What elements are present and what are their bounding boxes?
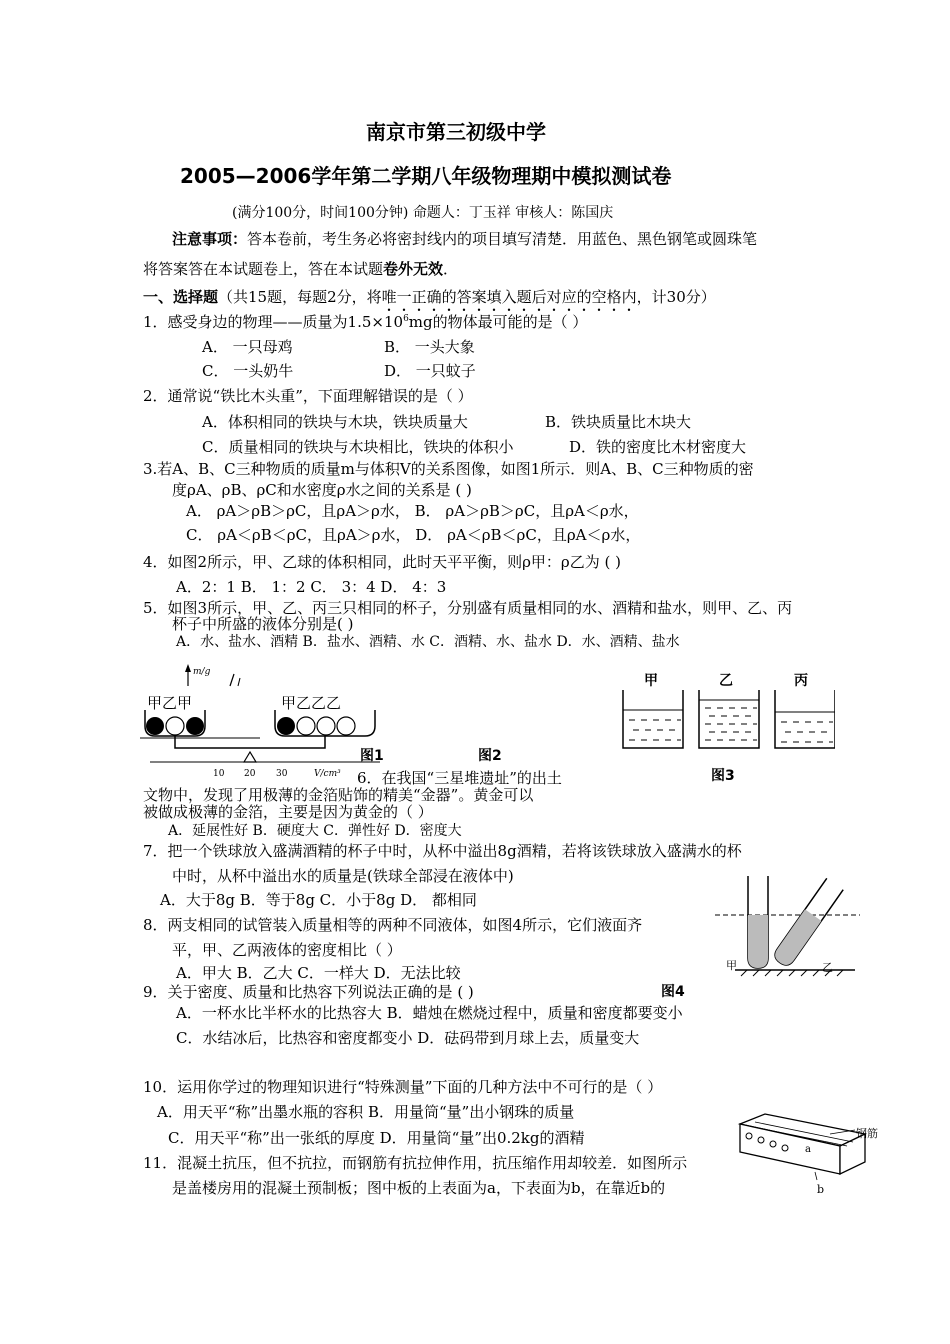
q11-line2: 是盖楼房用的混凝土预制板；图中板的上表面为a，下表面为b，在靠近b的 <box>172 1179 666 1197</box>
q6-line3: 被做成极薄的金箔，主要是因为黄金的（ ） <box>143 803 433 821</box>
q3-options-cd: C． ρA＜ρB＜ρC，且ρA＞ρ水， D． ρA＜ρB＜ρC，且ρA＜ρ水， <box>186 526 641 544</box>
q3-line2: 度ρA、ρB、ρC和水密度ρ水之间的关系是 ( ) <box>172 481 472 499</box>
q8-line2: 平，甲、乙两液体的密度相比（ ） <box>172 941 402 959</box>
figure-1-2-balance <box>140 658 390 778</box>
section1-desc-b: 唯一正确的答案填入题后对应的空格内 <box>381 288 637 306</box>
notice-text-2a: 将答案答在本试题卷上，答在本试题 <box>143 260 384 278</box>
q9-stem: 9．关于密度、质量和比热容下列说法正确的是 ( ) <box>143 983 474 1001</box>
fig1-tick-30: 30 <box>276 769 288 779</box>
q1-option-d: D． 一只蚊子 <box>384 362 476 380</box>
q10-options-ab: A．用天平“称”出墨水瓶的容积 B．用量筒“量”出小钢珠的质量 <box>157 1103 575 1121</box>
q4-options: A．2：1 B． 1：2 C． 3：4 D． 4：3 <box>176 578 447 596</box>
q2-option-d: D．铁的密度比木材密度大 <box>569 438 747 456</box>
q10-options-cd: C．用天平“称”出一张纸的厚度 D．用量筒“量”出0.2kg的酒精 <box>168 1129 585 1147</box>
q2-stem: 2．通常说“铁比木头重”，下面理解错误的是（ ） <box>143 387 473 405</box>
q5-line2: 杯子中所盛的液体分别是( ) <box>172 615 354 633</box>
fig3-label: 图3 <box>711 768 735 784</box>
slab-a-label: a <box>805 1144 811 1155</box>
notice-text-2c: ． <box>443 260 459 278</box>
q6-line2: 文物中，发现了用极薄的金箔贴饰的精美“金器”。黄金可以 <box>143 786 534 804</box>
cup-bing-label: 丙 <box>794 673 808 689</box>
q6-line1: 6．在我国“三星堆遗址”的出土 <box>357 769 562 787</box>
q1-stem-a: 1．感受身边的物理——质量为1.5×10 <box>143 313 404 331</box>
q1-option-a: A． 一只母鸡 <box>202 338 293 356</box>
q11-line1: 11．混凝土抗压，但不抗拉，而钢筋有抗拉伸作用，抗压缩作用却较差．如图所示 <box>143 1154 688 1172</box>
figure-4-test-tubes <box>715 872 875 982</box>
section1-desc-c: ，计30分） <box>636 288 716 306</box>
q6-options: A．延展性好 B．硬度大 C．弹性好 D．密度大 <box>168 823 462 839</box>
q3-options-ab: A． ρA＞ρB＞ρC，且ρA＞ρ水， B． ρA＞ρB＞ρC，且ρA＜ρ水， <box>186 502 639 520</box>
q10-stem: 10．运用你学过的物理知识进行“特殊测量”下面的几种方法中不可行的是（ ） <box>143 1078 663 1096</box>
balance-left-label: 甲乙甲 <box>147 694 193 712</box>
q1-stem <box>143 312 587 332</box>
q4-stem: 4．如图2所示，甲、乙球的体积相同，此时天平平衡，则ρ甲：ρ乙为 ( ) <box>143 553 621 571</box>
q2-option-b: B．铁块质量比木块大 <box>545 413 692 431</box>
notice-line-2 <box>143 259 458 279</box>
school-name: 南京市第三初级中学 <box>366 120 546 144</box>
section1-desc-a: （共15题，每题2分，将 <box>218 288 382 306</box>
q7-line2: 中时，从杯中溢出水的质量是(铁球全部浸在液体中) <box>172 867 514 885</box>
q5-line1: 5．如图3所示，甲、乙、丙三只相同的杯子，分别盛有质量相同的水、酒精和盐水，则甲、乙、丙 <box>143 599 793 617</box>
tube-yi-label: 乙 <box>822 961 833 974</box>
notice-emph: 卷外无效 <box>383 260 444 278</box>
fig4-label: 图4 <box>661 984 685 1000</box>
exam-meta: (满分100分，时间100分钟) 命题人：丁玉祥 审核人：陈国庆 <box>232 205 614 221</box>
q2-option-c: C．质量相同的铁块与木块相比，铁块的体积小 <box>202 438 514 456</box>
q7-line1: 7．把一个铁球放入盛满酒精的杯子中时，从杯中溢出8g酒精，若将该铁球放入盛满水的杯 <box>143 842 742 860</box>
q1-option-b: B． 一头大象 <box>384 338 475 356</box>
cup-yi-label: 乙 <box>719 673 733 689</box>
q8-line1: 8．两支相同的试管装入质量相等的两种不同液体，如图4所示，它们液面齐 <box>143 916 643 934</box>
q1-option-c: C． 一头奶牛 <box>202 362 294 380</box>
tube-jia-label: 甲 <box>726 959 737 972</box>
fig2-label: 图2 <box>478 748 502 764</box>
q8-options: A．甲大 B．乙大 C．一样大 D．无法比较 <box>176 964 461 982</box>
section1-heading <box>143 287 716 315</box>
q9-options-cd: C．水结冰后，比热容和密度都变小 D．砝码带到月球上去，质量变大 <box>176 1029 640 1047</box>
q1-stem-b: mg的物体最可能的是（ ） <box>408 313 588 331</box>
slab-b-label: b <box>817 1183 825 1196</box>
fig1-tick-20: 20 <box>244 769 256 779</box>
slab-steel-label: 钢筋 <box>856 1127 878 1140</box>
q9-options-ab: A．一杯水比半杯水的比热容大 B．蜡烛在燃烧过程中，质量和密度都要变小 <box>176 1004 683 1022</box>
q5-options: A．水、盐水、酒精 B．盐水、酒精、水 C．酒精、水、盐水 D．水、酒精、盐水 <box>176 634 680 650</box>
cup-jia-label: 甲 <box>644 673 658 689</box>
exam-title: 2005—2006学年第二学期八年级物理期中模拟测试卷 <box>180 164 672 188</box>
q3-line1: 3.若A、B、C三种物质的质量m与体积V的关系图像，如图1所示．则A、B、C三种物质的密 <box>143 460 754 478</box>
section1-title: 一、选择题 <box>143 288 219 306</box>
q1-exponent: 6 <box>403 314 409 324</box>
q2-option-a: A．体积相同的铁块与木块，铁块质量大 <box>202 413 468 431</box>
q7-options: A．大于8g B．等于8g C．小于8g D． 都相同 <box>160 891 477 909</box>
notice-line-1 <box>172 229 757 249</box>
notice-label: 注意事项： <box>172 230 248 248</box>
notice-text: 答本卷前，考生务必将密封线内的项目填写清楚．用蓝色、黑色钢笔或圆珠笔 <box>247 230 758 248</box>
balance-right-label: 甲乙乙乙 <box>281 694 342 712</box>
fig1-y-axis-label: m/g <box>193 667 211 677</box>
fig1-x-axis-label: V/cm³ <box>314 769 341 779</box>
fig1-tick-10: 10 <box>213 769 225 779</box>
figure-3-cups <box>615 690 835 752</box>
fig1-label: 图1 <box>360 748 384 764</box>
